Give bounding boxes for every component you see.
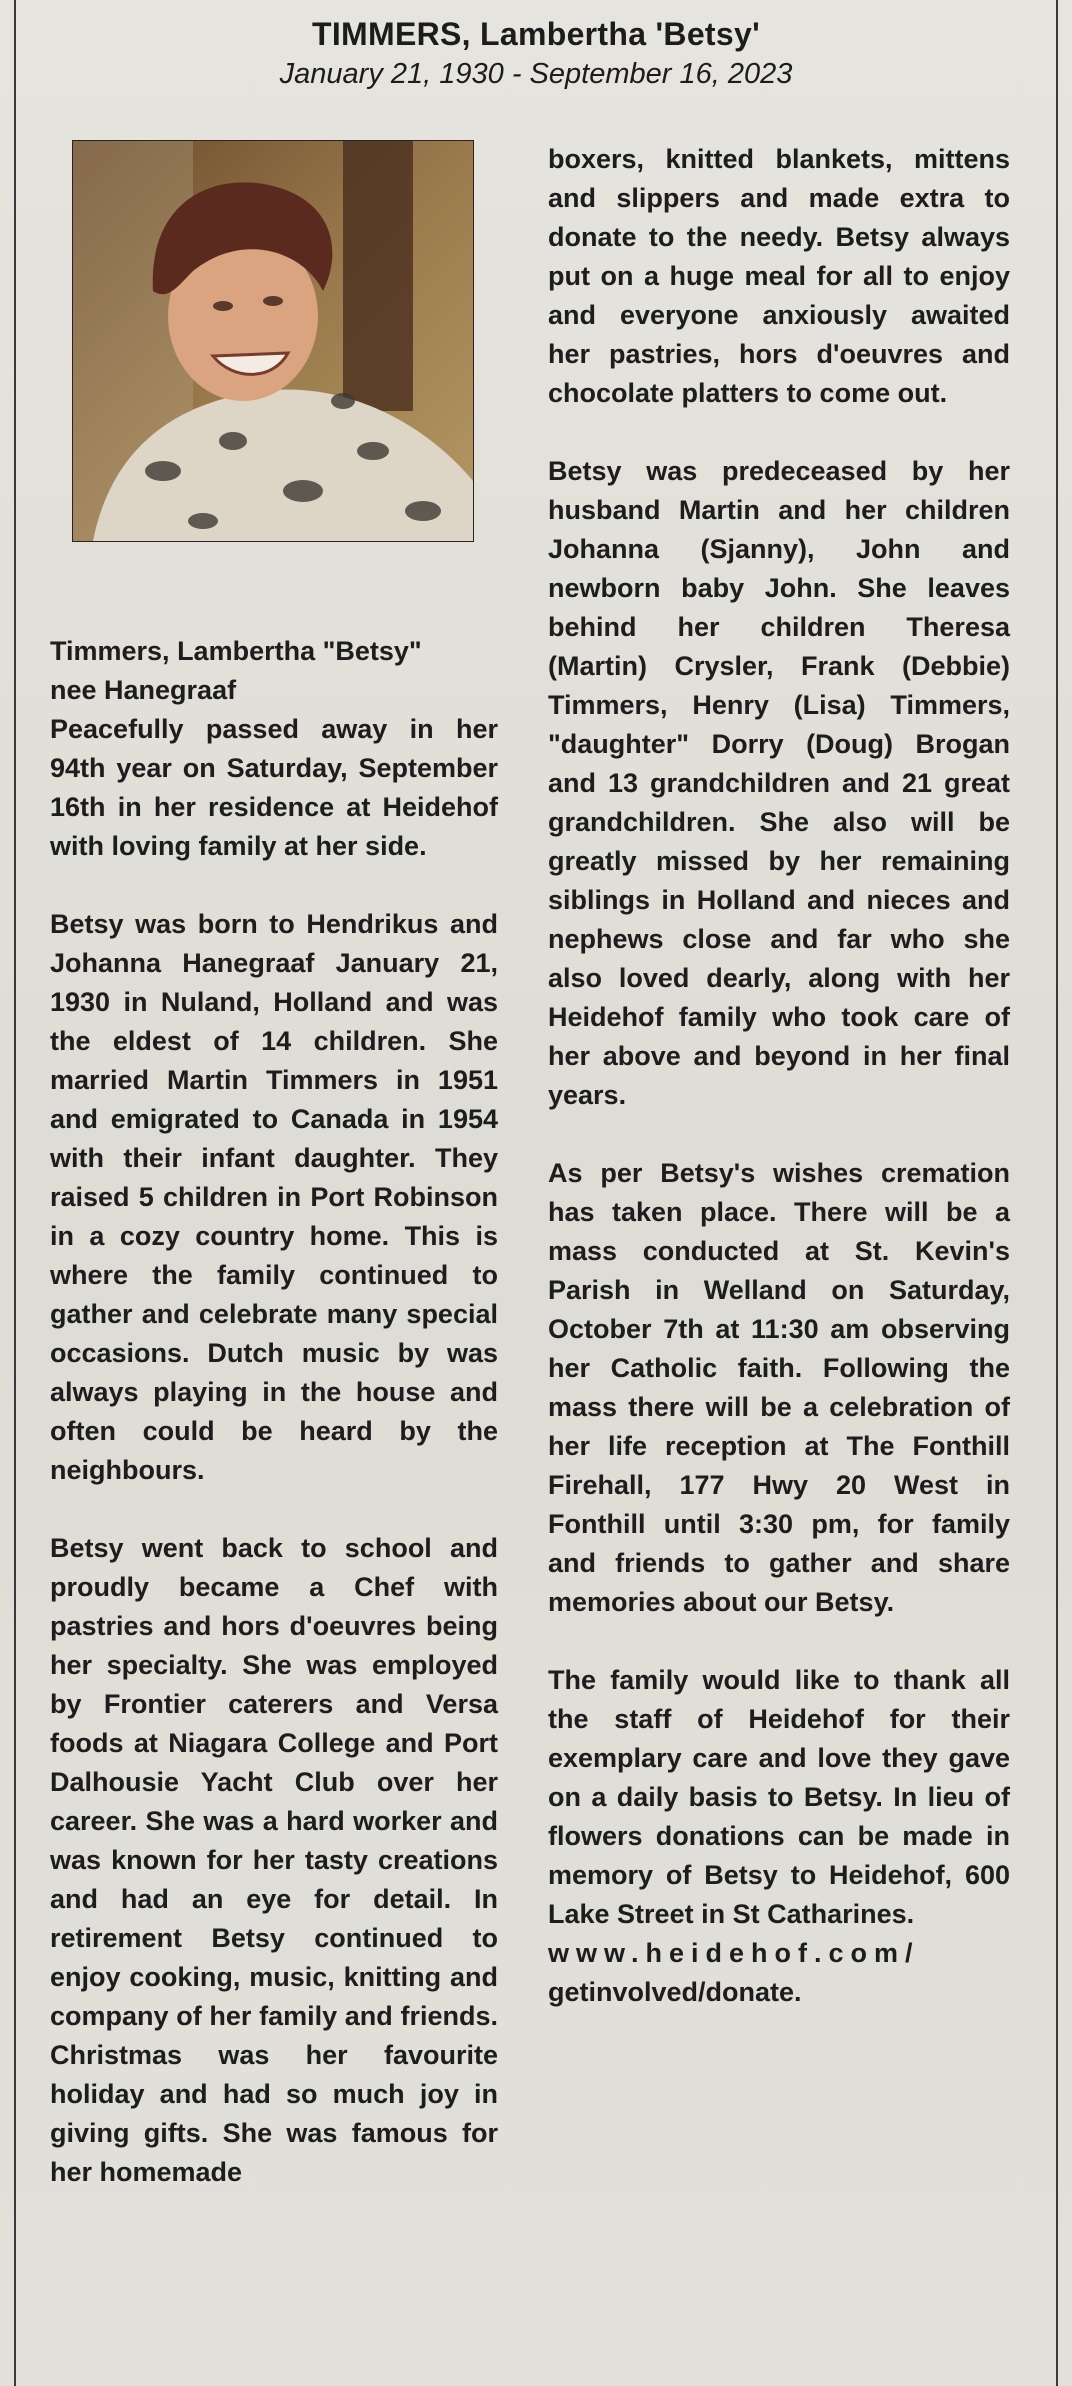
name-line: Timmers, Lambertha "Betsy" <box>50 636 422 666</box>
life-dates: January 21, 1930 - September 16, 2023 <box>279 58 793 90</box>
donation-url-line2[interactable]: getinvolved/donate. <box>548 1977 802 2007</box>
maiden-name-line: nee Hanegraaf <box>50 675 237 705</box>
left-column <box>50 632 498 2192</box>
thanks-paragraph: The family would like to thank all the staff of Heidehof for their exemplary care and love they gave on a daily basis to Betsy. In lieu of flowers donations can be made in memory of Betsy to Heidehof, 600 Lake Street in St Catharines. <box>548 1665 1010 1929</box>
career-paragraph: Betsy went back to school and proudly became a Chef with pastries and hors d'oeuvres being her specialty. She was employed by Frontier caterers and Versa foods at Niagara College and Port Dalhousie Yacht Club over her career. She was a hard worker and was known for her tasty creations and had an eye for detail. In retirement Betsy continued to enjoy cooking, music, knitting and company of her family and friends. Christmas was her favourite holiday and had so much joy in giving gifts. She was famous for her homemade <box>50 1533 498 2187</box>
service-paragraph: As per Betsy's wishes cremation has taken place. There will be a mass conducted at St. Kevin's Parish in Welland on Saturday, October 7th at 11:30 am observing her Catholic faith. Following the mass there will be a celebration of her life reception at The Fonthill Firehall, 177 Hwy 20 West in Fonthill until 3:30 pm, for family and friends to gather and share memories about our Betsy. <box>548 1158 1010 1617</box>
early-life-paragraph: Betsy was born to Hendrikus and Johanna Hanegraaf January 21, 1930 in Nuland, Holland and was the eldest of 14 children. She married Martin Timmers in 1951 and emigrated to Canada in 1954 with their infant daughter. They raised 5 children in Port Robinson in a cozy country home. This is where the family continued to gather and celebrate many special occasions. Dutch music by was always playing in the house and often could be heard by the neighbours. <box>50 909 498 1485</box>
portrait-illustration <box>73 141 473 541</box>
passing-paragraph: Peacefully passed away in her 94th year on Saturday, September 16th in her residence at Heidehof with loving family at her side. <box>50 714 498 861</box>
generosity-paragraph: boxers, knitted blankets, mittens and slippers and made extra to donate to the needy. Betsy always put on a huge meal for all to enjoy and everyone anxiously awaited her pastries, hors d'oeuvres and chocolate platters to come out. <box>548 144 1010 408</box>
portrait-photo <box>72 140 474 542</box>
deceased-name: TIMMERS, Lambertha 'Betsy' <box>312 16 760 52</box>
donation-url-line1[interactable]: www.heidehof.com/ <box>548 1938 920 1968</box>
family-paragraph: Betsy was predeceased by her husband Martin and her children Johanna (Sjanny), John and newborn baby John. She leaves behind her children Theresa (Martin) Crysler, Frank (Debbie) Timmers, Henry (Lisa) Timmers, "daughter" Dorry (Doug) Brogan and 13 grandchildren and 21 great grandchildren. She also will be greatly missed by her remaining siblings in Holland and nieces and nephews close and far who she also loved dearly, along with her Heidehof family who took care of her above and beyond in her final years. <box>548 456 1010 1110</box>
right-column <box>548 140 1010 2012</box>
obituary-header <box>0 14 1072 92</box>
